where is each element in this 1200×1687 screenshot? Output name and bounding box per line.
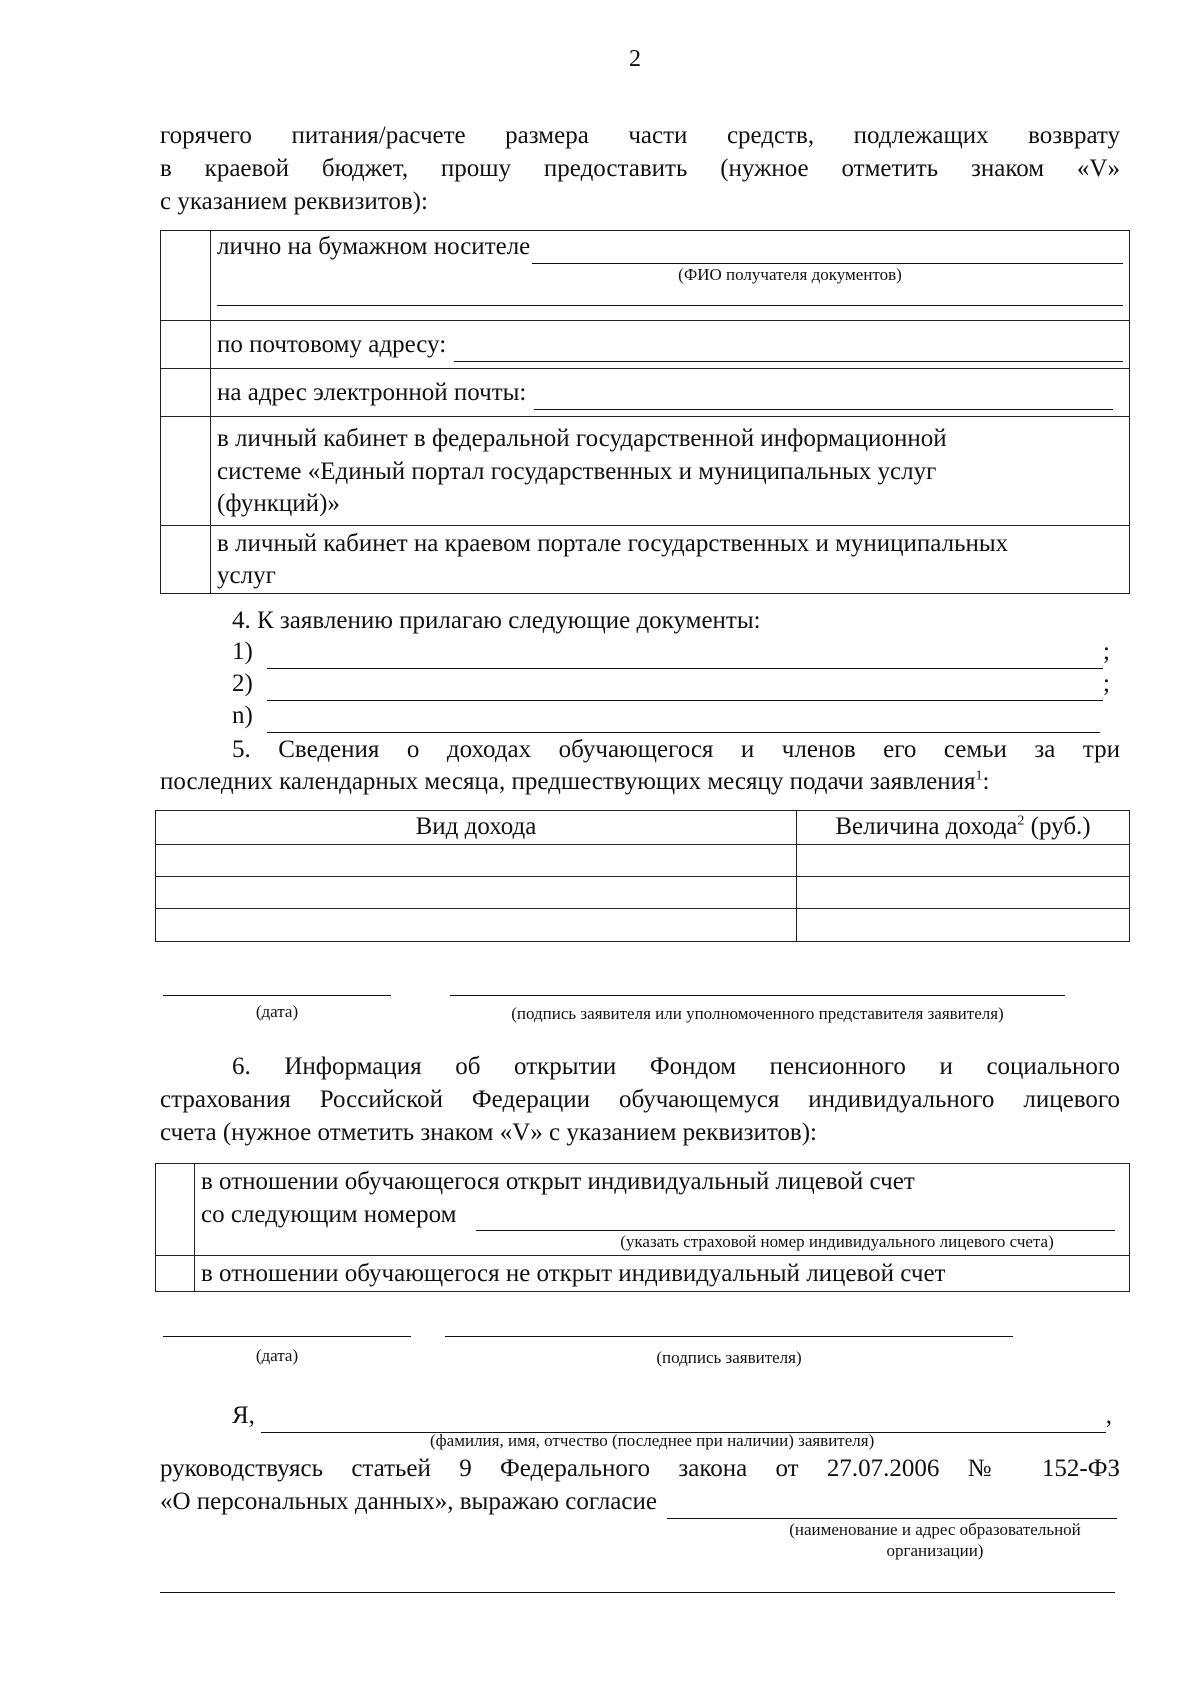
income-type-header: Вид дохода xyxy=(156,811,797,845)
intro-line-3: с указанием реквизитов): xyxy=(160,188,428,215)
section5-line-1: 5. Сведения о доходах обучающегося и членов его семьи за три xyxy=(232,736,1120,763)
insurance-number-field[interactable] xyxy=(476,1206,1115,1231)
account-options-table xyxy=(155,1163,1130,1292)
section4-heading: 4. К заявлению прилагаю следующие документы: xyxy=(232,607,761,634)
income-table-row xyxy=(156,909,1130,942)
consent-ya: Я, xyxy=(232,1402,255,1429)
attachment-2-field[interactable] xyxy=(267,676,1103,701)
income-table-row xyxy=(156,877,1130,909)
consent-line-2: «О персональных данных», выражаю согласие xyxy=(160,1488,657,1515)
signature-line-1[interactable] xyxy=(450,995,1065,996)
checkbox-paper[interactable] xyxy=(161,231,211,321)
attachment-row-1 xyxy=(232,636,1110,669)
date-line-2[interactable] xyxy=(163,1336,411,1337)
attachment-2-sep: ; xyxy=(1103,670,1110,697)
checkbox-regional[interactable] xyxy=(161,525,211,593)
consent-comma: , xyxy=(1105,1402,1112,1429)
attachment-1-field[interactable] xyxy=(267,644,1103,669)
option-gosuslugi-line-3: (функций)» xyxy=(217,490,340,517)
attachment-row-2 xyxy=(232,668,1110,701)
income-type-cell[interactable] xyxy=(156,877,797,909)
intro-line-2: в краевой бюджет, прошу предоставить (нужное отметить знаком «V» xyxy=(160,155,1120,182)
intro-line-1: горячего питания/расчете размера части средств, подлежащих возврату xyxy=(160,122,1120,149)
consent-name-row xyxy=(232,1400,1112,1433)
income-amount-cell[interactable] xyxy=(797,877,1130,909)
insurance-number-caption: (указать страховой номер индивидуального лицевого счета) xyxy=(620,1232,1054,1251)
account-option-not-open xyxy=(156,1256,1130,1292)
checkbox-gosuslugi[interactable] xyxy=(161,417,211,526)
delivery-option-paper xyxy=(161,231,1130,321)
paper-recipient-field-2[interactable] xyxy=(217,285,1123,306)
page-number: 2 xyxy=(629,46,641,72)
organization-field-2[interactable] xyxy=(160,1592,1115,1593)
option-post-label: по почтовому адресу: xyxy=(217,331,447,358)
income-type-cell[interactable] xyxy=(156,845,797,877)
income-amount-cell[interactable] xyxy=(797,909,1130,942)
account-not-open-label: в отношении обучающегося не открыт индивидуальный лицевой счет xyxy=(195,1256,1130,1292)
account-open-line-2: со следующим номером xyxy=(201,1200,457,1228)
account-open-line-1: в отношении обучающегося открыт индивидуальный лицевой счет xyxy=(201,1168,915,1195)
section6-line-3: счета (нужное отметить знаком «V» с указанием реквизитов): xyxy=(160,1119,817,1146)
checkbox-account-open[interactable] xyxy=(156,1164,195,1256)
income-table-row xyxy=(156,845,1130,877)
option-gosuslugi-line-1: в личный кабинет в федеральной государственной информационной xyxy=(217,425,947,452)
option-regional-line-2: услуг xyxy=(217,562,276,589)
income-table-header xyxy=(156,811,1130,845)
section6-line-2: страхования Российской Федерации обучающемуся индивидуального лицевого xyxy=(160,1086,1120,1113)
postal-address-field[interactable] xyxy=(454,337,1123,362)
email-field[interactable] xyxy=(534,385,1113,410)
section5-line-2: последних календарных месяца, предшествующих месяцу подачи заявления$^1$: xyxy=(160,768,990,795)
attachment-2-label: 2) xyxy=(232,670,253,697)
option-paper-label: лично на бумажном носителе xyxy=(217,233,531,260)
date-caption-2: (дата) xyxy=(255,1346,299,1365)
attachment-n-label: n) xyxy=(232,702,253,729)
attachment-n-field[interactable] xyxy=(267,708,1100,733)
applicant-name-caption: (фамилия, имя, отчество (последнее при наличии) заявителя) xyxy=(430,1431,875,1450)
footnote-1-mark: 1 xyxy=(975,768,983,784)
attachment-row-n xyxy=(232,700,1100,733)
income-amount-cell[interactable] xyxy=(797,845,1130,877)
delivery-option-post xyxy=(161,321,1130,369)
checkbox-email[interactable] xyxy=(161,369,211,417)
signature-caption-1: (подпись заявителя или уполномоченного представителя заявителя) xyxy=(511,1004,1004,1023)
applicant-name-field[interactable] xyxy=(261,1408,1106,1433)
option-email-label: на адрес электронной почты: xyxy=(217,379,527,406)
paper-recipient-caption: (ФИО получателя документов) xyxy=(678,264,902,284)
account-option-open xyxy=(156,1164,1130,1256)
footnote-2-mark: 2 xyxy=(1017,813,1025,829)
delivery-option-regional xyxy=(161,525,1130,593)
checkbox-post[interactable] xyxy=(161,321,211,369)
date-line-1[interactable] xyxy=(163,995,391,996)
date-caption-1: (дата) xyxy=(255,1002,299,1021)
organization-field[interactable] xyxy=(667,1494,1117,1519)
consent-line-1: руководствуясь статьей 9 Федерального закона от 27.07.2006 № 152-ФЗ xyxy=(160,1455,1120,1482)
option-regional-line-1: в личный кабинет на краевом портале государственных и муниципальных xyxy=(217,529,1009,557)
organization-caption: (наименование и адрес образовательной организации) xyxy=(789,1520,1081,1561)
income-table xyxy=(155,810,1130,942)
paper-recipient-field[interactable] xyxy=(532,239,1123,264)
checkbox-account-not-open[interactable] xyxy=(156,1256,195,1292)
delivery-options-table xyxy=(160,230,1130,594)
attachment-1-sep: ; xyxy=(1103,638,1110,665)
income-amount-header: Величина дохода$^2$ (руб.) xyxy=(797,811,1130,845)
income-type-cell[interactable] xyxy=(156,909,797,942)
delivery-option-gosuslugi xyxy=(161,417,1130,526)
delivery-option-email xyxy=(161,369,1130,417)
consent-org-row xyxy=(160,1486,1117,1519)
attachment-1-label: 1) xyxy=(232,638,253,665)
signature-caption-2: (подпись заявителя) xyxy=(656,1348,802,1367)
option-gosuslugi-line-2: системе «Единый портал государственных и муниципальных услуг xyxy=(217,457,937,485)
section6-line-1: 6. Информация об открытии Фондом пенсионного и социального xyxy=(232,1053,1120,1080)
signature-line-2[interactable] xyxy=(445,1336,1013,1337)
